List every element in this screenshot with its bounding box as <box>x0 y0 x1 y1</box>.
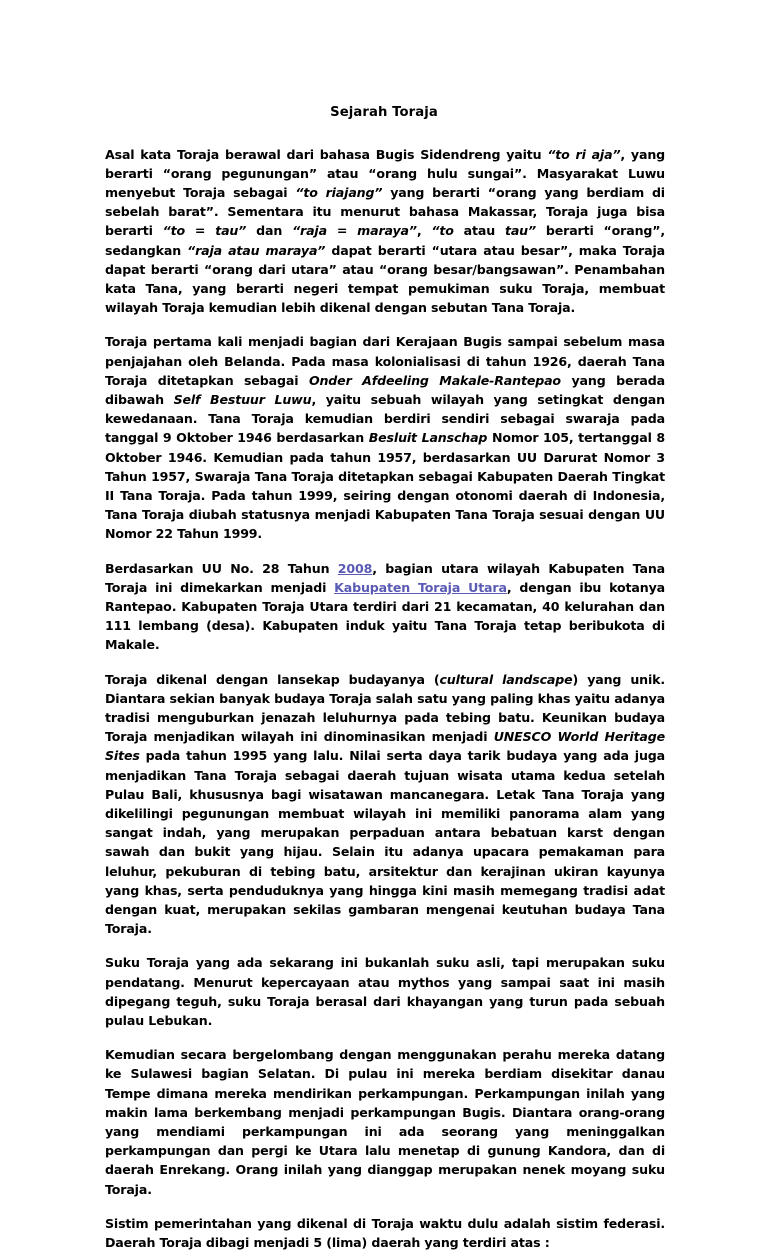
body-text: atau <box>454 223 505 238</box>
emphasis-text: “raja = maraya” <box>292 223 417 238</box>
body-text: , dengan ibu kotanya Rantepao. Kabupaten Toraja Utara terdiri dari 21 kecamatan, 40 kelurahan dan 111 lembang (desa). Kabupaten induk yaitu Tana Toraja tetap beribukota di Makale. <box>105 580 665 653</box>
body-text: Toraja dikenal dengan lansekap budayanya ( <box>105 672 439 687</box>
body-text: pada tahun 1995 yang lalu. Nilai serta daya tarik budaya yang ada juga menjadikan Tana Toraja sebagai daerah tujuan wisata utama kedua setelah Pulau Bali, khususnya bagi wisatawan mancanegara. Letak Tana Toraja yang dikelilingi pegunungan membuat wilayah ini memiliki panorama alam yang sangat indah, yang merupakan perpaduan antara bebatuan karst dengan sawah dan bukit yang hijau. Selain itu adanya upacara pemakaman para leluhur, pekuburan di tebing batu, arsitektur dan kerajinan ukiran kayunya yang khas, serta penduduknya yang hingga kini masih memegang tradisi adat dengan kuat, merupakan sekilas gambaran mengenai keutuhan budaya Tana Toraja. <box>105 748 665 936</box>
body-text: Kemudian secara bergelombang dengan menggunakan perahu mereka datang ke Sulawesi bagian Selatan. Di pulau ini mereka berdiam disekitar danau Tempe dimana mereka mendirikan perkampungan. Perkampungan inilah yang makin lama berkembang menjadi perkampungan Bugis. Diantara orang-orang yang mendiami perkampungan ini ada seorang yang meninggalkan perkampungan dan pergi ke Utara lalu menetap di gunung Kandora, dan di daerah Enrekang. Orang inilah yang dianggap merupakan nenek moyang suku Toraja. <box>105 1047 665 1196</box>
emphasis-text: “to ri aja” <box>547 147 620 162</box>
body-text: Berdasarkan UU No. 28 Tahun <box>105 561 338 576</box>
body-text: berarti “orang”, sedangkan <box>105 223 665 257</box>
body-text: yang berada dibawah <box>105 373 665 407</box>
body-text: Asal kata Toraja berawal dari bahasa Bugis Sidendreng yaitu <box>105 147 547 162</box>
paragraph-p4-lansekap-budaya <box>105 670 665 939</box>
body-text: Suku Toraja yang ada sekarang ini bukanlah suku asli, tapi merupakan suku pendatang. Menurut kepercayaan atau mythos yang sampai saat ini masih dipegang teguh, suku Toraja berasal dari khayangan yang turun pada sebuah pulau Lebukan. <box>105 955 665 1028</box>
document-body <box>105 145 665 1252</box>
body-text: , bagian utara wilayah Kabupaten Tana Toraja ini dimekarkan menjadi <box>105 561 665 595</box>
emphasis-text: “to = tau” <box>163 223 247 238</box>
paragraph-p7-sistim-pemerintahan <box>105 1214 665 1252</box>
emphasis-text: Onder Afdeeling Makale-Rantepao <box>309 373 561 388</box>
body-text: , <box>417 223 432 238</box>
body-text: Sistim pemerintahan yang dikenal di Toraja waktu dulu adalah sistim federasi. Daerah Toraja dibagi menjadi 5 (lima) daerah yang terdiri atas : <box>105 1216 665 1250</box>
emphasis-text: “to <box>431 223 453 238</box>
body-text: , yaitu sebuah wilayah yang setingkat dengan kewedanaan. Tana Toraja kemudian berdiri sendiri sebagai swaraja pada tanggal 9 Oktober 1946 berdasarkan <box>105 392 665 445</box>
body-text: Toraja pertama kali menjadi bagian dari Kerajaan Bugis sampai sebelum masa penjajahan oleh Belanda. Pada masa kolonialisasi di tahun 1926, daerah Tana Toraja ditetapkan sebagai <box>105 334 665 387</box>
paragraph-p6-kedatangan-perahu <box>105 1045 665 1199</box>
body-text: Nomor 105, tertanggal 8 Oktober 1946. Kemudian pada tahun 1957, berdasarkan UU Darurat Nomor 3 Tahun 1957, Swaraja Tana Toraja ditetapkan sebagai Kabupaten Daerah Tingkat II Tana Toraja. Pada tahun 1999, seiring dengan otonomi daerah di Indonesia, Tana Toraja diubah statusnya menjadi Kabupaten Tana Toraja sesuai dengan UU Nomor 22 Tahun 1999. <box>105 430 665 541</box>
paragraph-p5-suku-pendatang <box>105 953 665 1030</box>
body-text: dan <box>246 223 292 238</box>
hyperlink[interactable]: Kabupaten Toraja Utara <box>334 580 507 595</box>
body-text: dapat berarti “utara atau besar”, maka Toraja dapat berarti “orang dari utara” atau “orang besar/bangsawan”. Penambahan kata Tana, yang berarti negeri tempat pemukiman suku Toraja, membuat wilayah Toraja kemudian lebih dikenal dengan sebutan Tana Toraja. <box>105 243 665 316</box>
emphasis-text: “to riajang” <box>295 185 382 200</box>
body-text: , yang berarti “orang pegunungan” atau “orang hulu sungai”. Masyarakat Luwu menyebut Toraja sebagai <box>105 147 665 200</box>
page-title: Sejarah Toraja <box>105 105 665 122</box>
paragraph-p3-pemekaran-toraja-utara <box>105 559 665 655</box>
body-text: ) yang unik. Diantara sekian banyak budaya Toraja salah satu yang paling khas yaitu adanya tradisi menguburkan jenazah leluhurnya pada tebing batu. Keunikan budaya Toraja menjadikan wilayah ini dinominasikan menjadi <box>105 672 665 745</box>
emphasis-text: UNESCO World Heritage Sites <box>105 729 665 763</box>
hyperlink[interactable]: 2008 <box>338 561 372 576</box>
emphasis-text: Besluit Lanschap <box>369 430 488 445</box>
emphasis-text: cultural landscape <box>439 672 572 687</box>
emphasis-text: tau” <box>505 223 536 238</box>
emphasis-text: “raja atau maraya” <box>187 243 325 258</box>
paragraph-p1-asal-kata-toraja <box>105 145 665 318</box>
paragraph-p2-sejarah-kolonial <box>105 332 665 543</box>
body-text: yang berarti “orang yang berdiam di sebelah barat”. Sementara itu menurut bahasa Makassar, Toraja juga bisa berarti <box>105 185 665 238</box>
emphasis-text: Self Bestuur Luwu <box>174 392 312 407</box>
